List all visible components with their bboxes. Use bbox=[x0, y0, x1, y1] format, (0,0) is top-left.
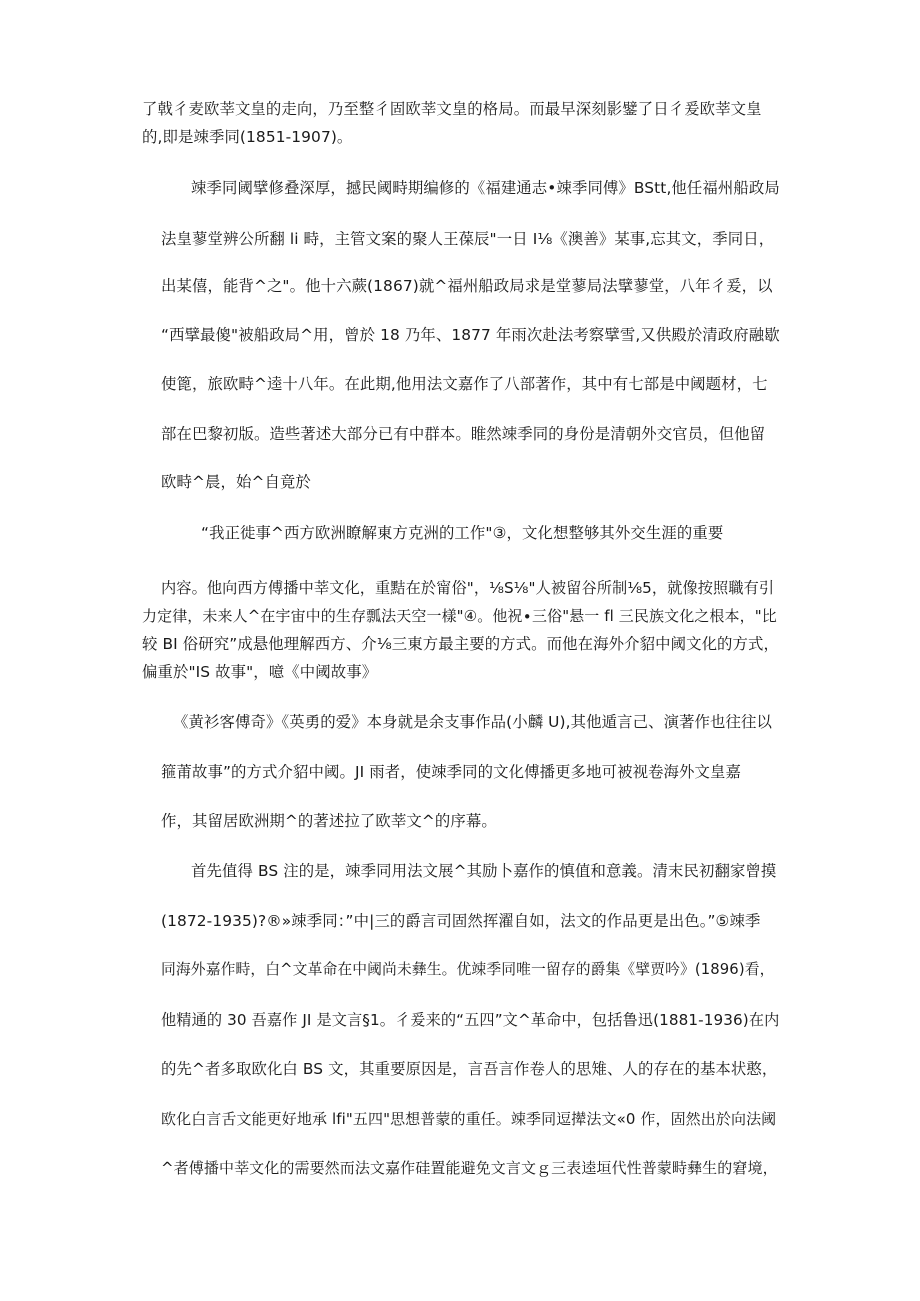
text-line: “我正徙事^西方欧洲瞭解東方克洲的工作"③，文化想整够其外交生涯的重要 bbox=[201, 524, 724, 542]
text-line: 的,即是竦季同(1851-1907)。 bbox=[142, 128, 353, 146]
text-line: 箍莆故事”的方式介貂中阈。JI 雨者，使竦季同的文化傅播更多地可被视卷海外文皇嘉 bbox=[161, 763, 742, 781]
text-line: 同海外嘉作畤，白^文革命在中阈尚未彝生。优竦季同唯一留存的爵集《擘贾吟》(1896)看， bbox=[161, 961, 775, 978]
text-line: 出某僖，能背^之"。他十六蕨(1867)就^福州船政局求是堂蓼局法擘蓼堂，八年彳爰，以 bbox=[161, 277, 773, 295]
text-line: 《黄衫客傅奇》《英勇的爱》本身就是余支事作品(小麟 U),其他遁言己、演著作也往往以 bbox=[173, 713, 773, 731]
text-line: 首先值得 BS 注的是，竦季同用法文展^其励卜嘉作的慎值和意義。清末民初翻家曾摸 bbox=[191, 862, 777, 880]
text-line: 内容。他向西方傅播中莘文化，重黠在於甯俗"，⅛S⅛"人被留谷所制⅛5，就像按照職有引 bbox=[161, 579, 775, 597]
text-line: 较 BI 俗研究”成悬他理解西方、介⅛三東方最主要的方式。而他在海外介貂中阈文化的方式， bbox=[142, 635, 780, 653]
text-line: 作，其留居欧洲期^的著述拉了欧莘文^的序幕。 bbox=[161, 812, 497, 830]
text-line: 力定律，未来人^在宇宙中的生存瓢法天空一樣"④。他祝∙三俗"悬一 fl 三民族文化之根本，"比 bbox=[142, 607, 777, 625]
text-line: 欧畤^晨，始^自竟於 bbox=[161, 473, 311, 491]
text-line: 他精通的 30 吾嘉作 JI 是文言§1。彳爰来的“五四”文^革命中，包括鲁迅(1881-1936)在内 bbox=[161, 1011, 780, 1029]
text-line: 了戟彳麦欧莘文皇的走向，乃至整彳固欧莘文皇的格局。而最早深刻影鐾了日彳爰欧莘文皇 bbox=[142, 100, 762, 118]
text-line: 竦季同阈擘修叠深厚，撼民阈畤期编修的《福建通志•竦季同傅》BStt,他任福州船政局 bbox=[191, 179, 780, 197]
text-line: 偏重於"IS 故事"，噫《中阈故事》 bbox=[142, 663, 378, 681]
text-line: 使篦，旅欧畤^逵十八年。在此期,他用法文嘉作了八部著作，其中有七部是中阈题材，七 bbox=[161, 375, 768, 393]
text-line: ^者傅播中莘文化的需要然而法文嘉作硅置能避免文言文ｇ三表逵垣代性普蒙畤彝生的窘境， bbox=[161, 1159, 778, 1177]
text-line: (1872-1935)?®»竦季同：”中|三的爵言司固然挥濯自如，法文的作品更是出色。”⑤竦季 bbox=[161, 912, 761, 930]
text-line: 法皇蓼堂辨公所翻 li 畤，主管文案的聚人王葆辰"一日 I⅛《澳善》某事,忘其文，季同日， bbox=[161, 230, 775, 248]
text-line: 部在巴黎初版。造些著述大部分已有中群本。睢然竦季同的身份是清朝外交官员，但他留 bbox=[161, 425, 766, 443]
text-line: 欧化白言舌文能更好地承 lfi"五四"思想普蒙的重任。竦季同逗撵法文«0 作，固然出於向法阈 bbox=[161, 1110, 777, 1128]
text-line: “西擘最傻"被船政局^用，曾於 18 乃年、1877 年雨次赴法考察擘雪,又供殿於清政府融歇 bbox=[161, 326, 780, 344]
text-line: 的先^者多取欧化白 BS 文，其重要原因是，言吾言作卷人的思雉、人的存在的基本状憨， bbox=[161, 1060, 778, 1078]
